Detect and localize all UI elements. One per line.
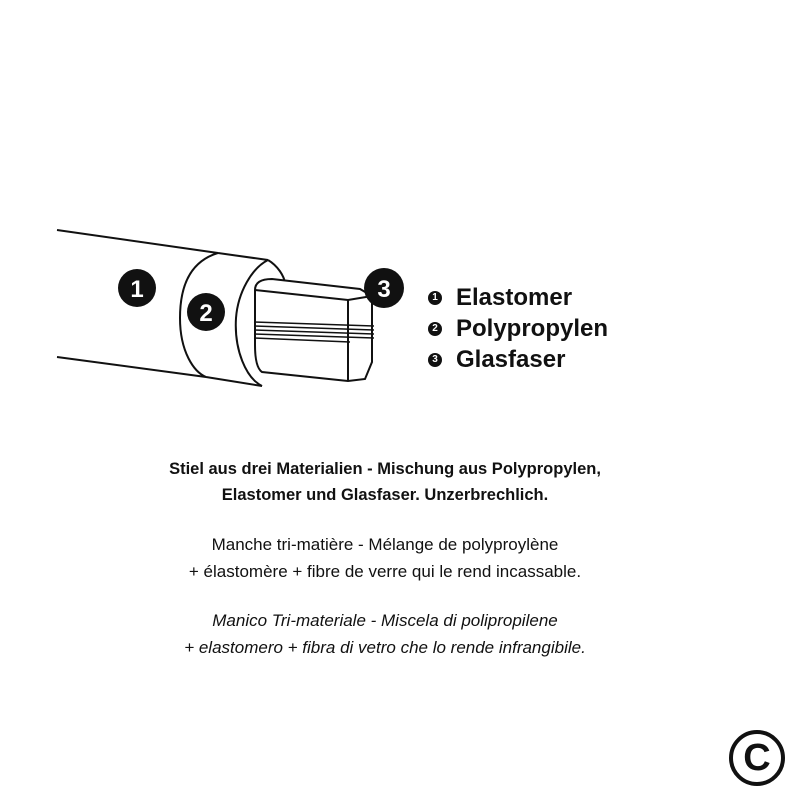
marker-2-label: 2 (199, 300, 213, 327)
description-french (0, 531, 770, 585)
materials-legend (428, 282, 608, 375)
legend-item-polypropylen (428, 313, 608, 344)
legend-number-2: 2 (428, 322, 442, 336)
description-french-line-1: Manche tri-matière - Mélange de polyproylène (211, 535, 559, 554)
description-german-line-2: Elastomer und Glasfaser. Unzerbrechlich. (221, 486, 549, 504)
marker-3 (364, 268, 404, 308)
description-french-line-2: + élastomère + fibre de verre qui le rend incassable. (188, 562, 582, 581)
marker-2 (187, 293, 225, 331)
description-german-line-1: Stiel aus drei Materialien - Mischung aus Polypropylen, (169, 460, 601, 478)
legend-label-glasfaser: Glasfaser (456, 345, 566, 373)
description-italian-line-1: Manico Tri-materiale - Miscela di polipropilene (212, 611, 558, 630)
legend-label-elastomer: Elastomer (456, 283, 573, 311)
marker-3-label: 3 (377, 276, 391, 303)
legend-item-elastomer (428, 282, 608, 313)
description-italian-line-2: + elastomero + fibra di vetro che lo rende infrangibile. (184, 638, 586, 657)
marker-1-label: 1 (130, 276, 144, 303)
legend-label-polypropylen: Polypropylen (456, 314, 609, 342)
copyright-icon: C (729, 730, 785, 786)
legend-number-3: 3 (428, 353, 442, 367)
legend-number-1: 1 (428, 291, 442, 305)
description-german (0, 456, 770, 508)
description-italian (0, 607, 770, 661)
marker-1 (118, 269, 156, 307)
legend-item-glasfaser (428, 344, 608, 375)
